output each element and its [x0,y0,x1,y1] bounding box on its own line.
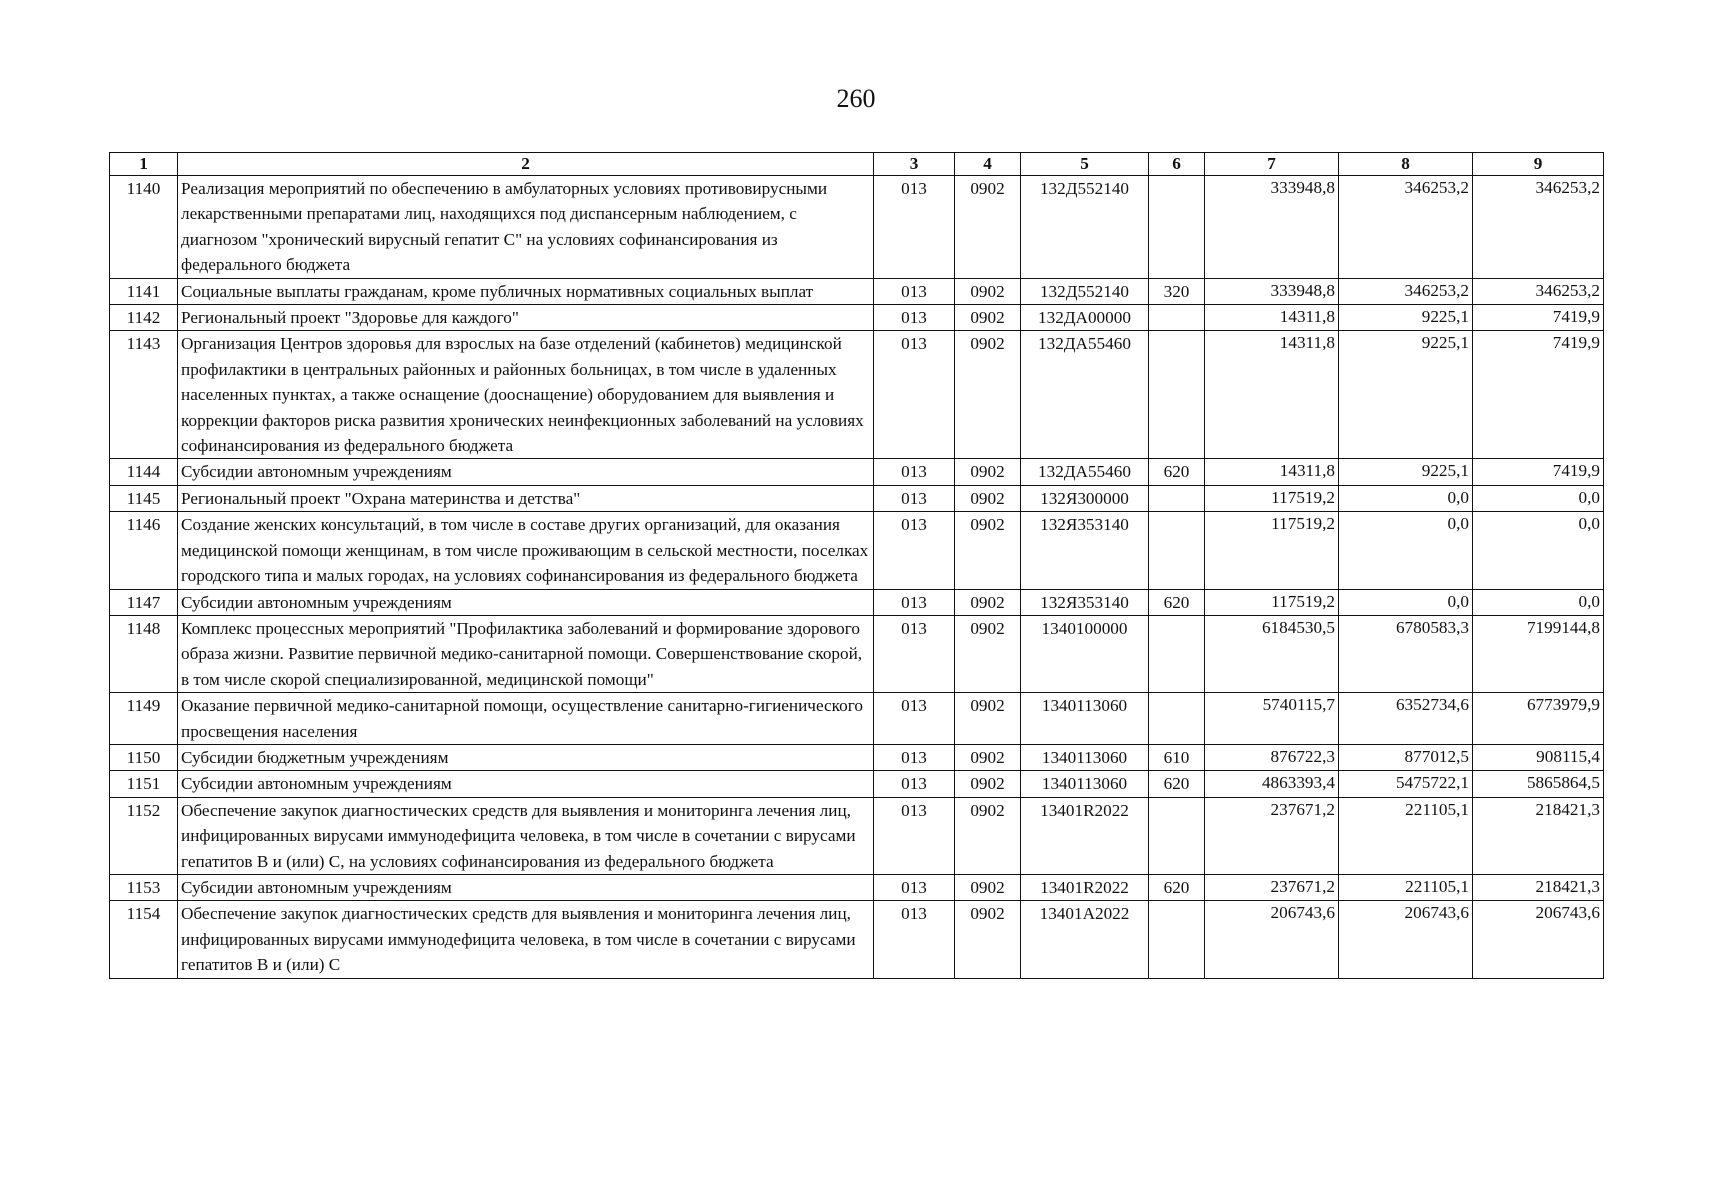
amount-col-8: 221105,1 [1339,874,1473,900]
section-code: 0902 [955,331,1021,459]
amount-col-9: 0,0 [1473,512,1604,589]
amount-col-7: 876722,3 [1205,744,1339,770]
section-code: 0902 [955,459,1021,485]
amount-col-9: 218421,3 [1473,797,1604,874]
row-number: 1141 [110,278,178,304]
row-number: 1143 [110,331,178,459]
amount-col-7: 237671,2 [1205,797,1339,874]
amount-col-8: 0,0 [1339,512,1473,589]
ministry-code: 013 [874,693,955,745]
amount-col-7: 4863393,4 [1205,771,1339,797]
ministry-code: 013 [874,901,955,978]
expense-type-code [1149,305,1205,331]
row-number: 1140 [110,176,178,279]
row-number: 1150 [110,744,178,770]
table-row [110,797,1604,874]
amount-col-8: 221105,1 [1339,797,1473,874]
row-description: Реализация мероприятий по обеспечению в амбулаторных условиях противовирусными лекарственными препаратами лиц, находящихся под диспансерным наблюдением, с диагнозом "хронический вирусный гепатит С" на условиях софинансирования из федерального бюджета [178,176,874,279]
amount-col-7: 6184530,5 [1205,615,1339,692]
row-number: 1152 [110,797,178,874]
target-article-code: 132Д552140 [1021,278,1149,304]
amount-col-9: 7419,9 [1473,459,1604,485]
amount-col-7: 333948,8 [1205,176,1339,279]
amount-col-7: 117519,2 [1205,589,1339,615]
amount-col-9: 7419,9 [1473,331,1604,459]
amount-col-9: 0,0 [1473,485,1604,511]
target-article-code: 132Я353140 [1021,589,1149,615]
amount-col-8: 0,0 [1339,485,1473,511]
ministry-code: 013 [874,305,955,331]
column-header: 1 [110,153,178,176]
section-code: 0902 [955,797,1021,874]
row-description: Социальные выплаты гражданам, кроме публичных нормативных социальных выплат [178,278,874,304]
table-row [110,485,1604,511]
expense-type-code [1149,176,1205,279]
amount-col-8: 6780583,3 [1339,615,1473,692]
row-description: Комплекс процессных мероприятий "Профилактика заболеваний и формирование здорового образа жизни. Развитие первичной медико-санитарной помощи. Совершенствование скорой, в том числе скорой специализированной, медицинской помощи" [178,615,874,692]
row-number: 1154 [110,901,178,978]
amount-col-9: 7419,9 [1473,305,1604,331]
amount-col-9: 908115,4 [1473,744,1604,770]
target-article-code: 13401R2022 [1021,797,1149,874]
target-article-code: 1340113060 [1021,693,1149,745]
expense-type-code: 620 [1149,874,1205,900]
amount-col-7: 14311,8 [1205,331,1339,459]
column-header: 4 [955,153,1021,176]
section-code: 0902 [955,512,1021,589]
amount-col-8: 206743,6 [1339,901,1473,978]
table-row [110,305,1604,331]
amount-col-9: 346253,2 [1473,278,1604,304]
column-header: 6 [1149,153,1205,176]
table-row [110,901,1604,978]
table-row [110,331,1604,459]
expense-type-code [1149,797,1205,874]
target-article-code: 132Я353140 [1021,512,1149,589]
column-header: 2 [178,153,874,176]
section-code: 0902 [955,615,1021,692]
expense-type-code: 620 [1149,771,1205,797]
column-header: 3 [874,153,955,176]
row-description: Обеспечение закупок диагностических средств для выявления и мониторинга лечения лиц, инфицированных вирусами иммунодефицита человека, в том числе в сочетании с вирусами гепатитов В и (или) С [178,901,874,978]
page-number: 260 [836,84,876,113]
amount-col-7: 117519,2 [1205,485,1339,511]
section-code: 0902 [955,693,1021,745]
row-description: Региональный проект "Охрана материнства и детства" [178,485,874,511]
amount-col-8: 9225,1 [1339,331,1473,459]
table-row [110,589,1604,615]
amount-col-9: 5865864,5 [1473,771,1604,797]
section-code: 0902 [955,278,1021,304]
row-description: Субсидии бюджетным учреждениям [178,744,874,770]
section-code: 0902 [955,305,1021,331]
row-description: Субсидии автономным учреждениям [178,874,874,900]
column-header: 5 [1021,153,1149,176]
amount-col-9: 0,0 [1473,589,1604,615]
ministry-code: 013 [874,459,955,485]
amount-col-8: 877012,5 [1339,744,1473,770]
row-number: 1142 [110,305,178,331]
row-number: 1149 [110,693,178,745]
row-number: 1147 [110,589,178,615]
row-description: Обеспечение закупок диагностических средств для выявления и мониторинга лечения лиц, инфицированных вирусами иммунодефицита человека, в том числе в сочетании с вирусами гепатитов В и (или) С, на условиях софинансирования из федерального бюджета [178,797,874,874]
amount-col-7: 117519,2 [1205,512,1339,589]
table-row [110,512,1604,589]
table-row [110,176,1604,279]
row-description: Субсидии автономным учреждениям [178,771,874,797]
target-article-code: 1340100000 [1021,615,1149,692]
target-article-code: 1340113060 [1021,771,1149,797]
section-code: 0902 [955,176,1021,279]
ministry-code: 013 [874,797,955,874]
ministry-code: 013 [874,485,955,511]
amount-col-7: 14311,8 [1205,305,1339,331]
row-description: Организация Центров здоровья для взрослых на базе отделений (кабинетов) медицинской профилактики в центральных районных и районных больницах, в том числе в удаленных населенных пунктах, а также оснащение (дооснащение) оборудованием для выявления и коррекции факторов риска развития хронических неинфекционных заболеваний на условиях софинансирования из федерального бюджета [178,331,874,459]
expense-type-code [1149,485,1205,511]
row-number: 1151 [110,771,178,797]
amount-col-8: 6352734,6 [1339,693,1473,745]
column-header: 8 [1339,153,1473,176]
ministry-code: 013 [874,589,955,615]
ministry-code: 013 [874,874,955,900]
amount-col-9: 206743,6 [1473,901,1604,978]
row-description: Создание женских консультаций, в том числе в составе других организаций, для оказания медицинской помощи женщинам, в том числе проживающим в сельской местности, поселках городского типа и малых городах, на условиях софинансирования из федерального бюджета [178,512,874,589]
budget-table [109,152,1604,979]
expense-type-code: 320 [1149,278,1205,304]
expense-type-code [1149,512,1205,589]
row-number: 1145 [110,485,178,511]
amount-col-7: 237671,2 [1205,874,1339,900]
table-row [110,771,1604,797]
amount-col-9: 346253,2 [1473,176,1604,279]
amount-col-8: 9225,1 [1339,305,1473,331]
column-header: 7 [1205,153,1339,176]
table-row [110,744,1604,770]
target-article-code: 1340113060 [1021,744,1149,770]
expense-type-code: 610 [1149,744,1205,770]
ministry-code: 013 [874,278,955,304]
target-article-code: 132ДА00000 [1021,305,1149,331]
amount-col-8: 0,0 [1339,589,1473,615]
section-code: 0902 [955,744,1021,770]
ministry-code: 013 [874,744,955,770]
amount-col-9: 7199144,8 [1473,615,1604,692]
target-article-code: 132ДА55460 [1021,331,1149,459]
expense-type-code [1149,331,1205,459]
section-code: 0902 [955,901,1021,978]
target-article-code: 132Я300000 [1021,485,1149,511]
table-row [110,459,1604,485]
target-article-code: 13401А2022 [1021,901,1149,978]
ministry-code: 013 [874,331,955,459]
ministry-code: 013 [874,176,955,279]
target-article-code: 13401R2022 [1021,874,1149,900]
amount-col-8: 346253,2 [1339,176,1473,279]
amount-col-8: 9225,1 [1339,459,1473,485]
row-number: 1148 [110,615,178,692]
table-row [110,874,1604,900]
expense-type-code: 620 [1149,459,1205,485]
expense-type-code [1149,901,1205,978]
row-description: Субсидии автономным учреждениям [178,589,874,615]
expense-type-code [1149,615,1205,692]
row-description: Оказание первичной медико-санитарной помощи, осуществление санитарно-гигиенического просвещения населения [178,693,874,745]
section-code: 0902 [955,874,1021,900]
amount-col-7: 206743,6 [1205,901,1339,978]
row-description: Региональный проект "Здоровье для каждого" [178,305,874,331]
table-row [110,693,1604,745]
table-row [110,278,1604,304]
ministry-code: 013 [874,615,955,692]
ministry-code: 013 [874,512,955,589]
row-number: 1146 [110,512,178,589]
row-number: 1153 [110,874,178,900]
amount-col-9: 218421,3 [1473,874,1604,900]
amount-col-7: 14311,8 [1205,459,1339,485]
amount-col-9: 6773979,9 [1473,693,1604,745]
expense-type-code [1149,693,1205,745]
expense-type-code: 620 [1149,589,1205,615]
section-code: 0902 [955,485,1021,511]
target-article-code: 132Д552140 [1021,176,1149,279]
header-row [110,153,1604,176]
table-row [110,615,1604,692]
section-code: 0902 [955,589,1021,615]
amount-col-8: 346253,2 [1339,278,1473,304]
amount-col-7: 5740115,7 [1205,693,1339,745]
row-number: 1144 [110,459,178,485]
row-description: Субсидии автономным учреждениям [178,459,874,485]
column-header: 9 [1473,153,1604,176]
amount-col-7: 333948,8 [1205,278,1339,304]
target-article-code: 132ДА55460 [1021,459,1149,485]
section-code: 0902 [955,771,1021,797]
ministry-code: 013 [874,771,955,797]
amount-col-8: 5475722,1 [1339,771,1473,797]
